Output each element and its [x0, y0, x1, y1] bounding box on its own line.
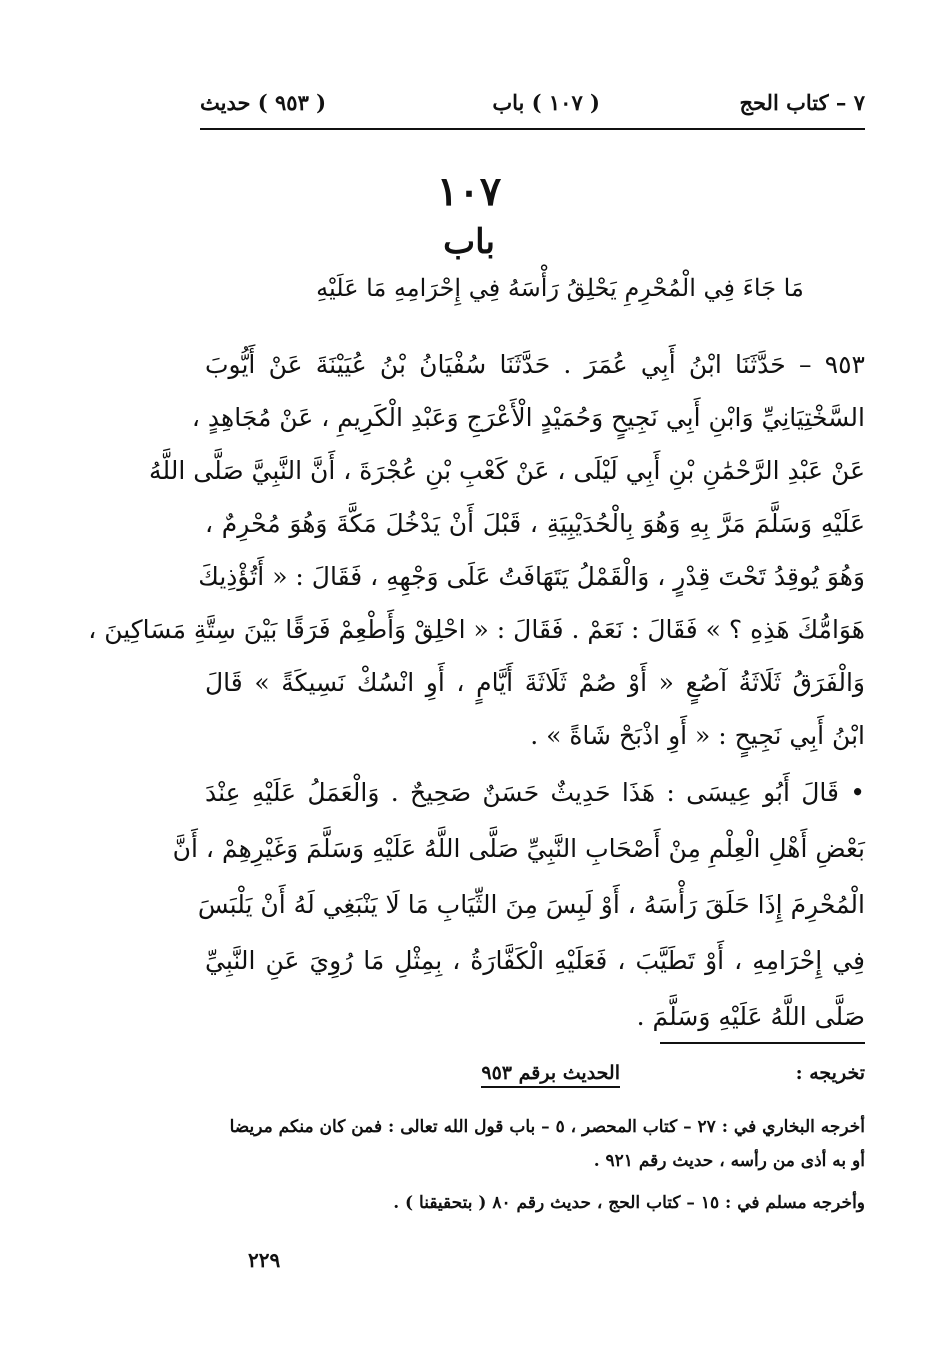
hadith-line: وَالْفَرَقُ ثَلَاثَةُ آصُعٍ « أَوْ صُمْ ثَلَاثَةَ أَيَّامٍ ، أَوِ انْسُكْ نَسِيكَةً » قَالَ [205, 668, 865, 697]
hadith-text [88, 338, 865, 762]
footnote-divider [660, 1042, 865, 1044]
header-divider [200, 128, 865, 130]
header-chapter-ref: ( ١٠٧ ) باب [492, 90, 600, 115]
header-hadith-ref: ( ٩٥٣ ) حديث [200, 90, 327, 115]
commentary-line: الْمُحْرِمَ إِذَا حَلَقَ رَأْسَهُ ، أَوْ لَبِسَ مِنَ الثِّيَابِ مَا لَا يَنْبَغِي لَهُ أَنْ يَلْبَسَ [197, 890, 865, 919]
running-header [200, 88, 865, 124]
commentary-line: صَلَّى اللَّهُ عَلَيْهِ وَسَلَّمَ . [636, 1002, 865, 1031]
footnote-line: أخرجه البخاري في : ٢٧ – كتاب المحصر ، ٥ – باب قول الله تعالى : فمن كان منكم مريضا [229, 1117, 865, 1137]
takhrij-hadith-ref: الحديث برقم ٩٥٣ [481, 1062, 620, 1088]
hadith-line: ٩٥٣ – حَدَّثَنَا ابْنُ أَبِي عُمَرَ . حَدَّثَنَا سُفْيَانُ بْنُ عُيَيْنَةَ عَنْ أَيُّوبَ [205, 350, 865, 379]
footnote-line: أو به أذى من رأسه ، حديث رقم ٩٢١ . [593, 1151, 865, 1171]
commentary-line: فِي إِحْرَامِهِ ، أَوْ تَطَيَّبَ ، فَعَلَيْهِ الْكَفَّارَةُ ، بِمِثْلِ مَا رُوِيَ عَنِ النَّبِيِّ [205, 946, 865, 975]
chapter-title: مَا جَاءَ فِي الْمُحْرِمِ يَحْلِقُ رَأْسَهُ فِي إِحْرَامِهِ مَا عَلَيْهِ [316, 274, 804, 302]
chapter-heading: باب [443, 222, 495, 262]
takhrij-heading [200, 1062, 865, 1092]
commentary-line: بَعْضِ أَهْلِ الْعِلْمِ مِنْ أَصْحَابِ النَّبِيِّ صَلَّى اللَّهُ عَلَيْهِ وَسَلَّمَ وَغَيْرِهِمْ ، أَنَّ [172, 834, 865, 863]
footnotes [200, 1110, 865, 1220]
hadith-line: السَّخْتِيَانِيِّ وَابْنِ أَبِي نَجِيحٍ وَحُمَيْدٍ الْأَعْرَجِ وَعَبْدِ الْكَرِيمِ ، عَنْ مُجَاهِدٍ ، [191, 403, 865, 432]
hadith-line: هَوَامُّكَ هَذِهِ ؟ » فَقَالَ : نَعَمْ . فَقَالَ : « احْلِقْ وَأَطْعِمْ فَرَقًا بَيْنَ سِتَّةِ مَسَاكِينَ ، [88, 615, 865, 644]
commentary-line: • قَالَ أَبُو عِيسَى : هَذَا حَدِيثٌ حَسَنٌ صَحِيحٌ . وَالْعَمَلُ عَلَيْهِ عِنْدَ [205, 778, 865, 807]
commentary-text [172, 765, 865, 1045]
hadith-line: وَهُوَ يُوقِدُ تَحْتَ قِدْرٍ ، وَالْقَمْلُ يَتَهَافَتُ عَلَى وَجْهِهِ ، فَقَالَ : « أَتُؤْذِيكَ [198, 562, 865, 591]
hadith-line: عَنْ عَبْدِ الرَّحْمَٰنِ بْنِ أَبِي لَيْلَى ، عَنْ كَعْبِ بْنِ عُجْرَةَ ، أَنَّ النَّبِيَّ صَلَّى اللَّهُ [149, 456, 865, 485]
header-book-title: ٧ – كتاب الحج [739, 90, 865, 115]
footnote-line: وأخرجه مسلم في : ١٥ – كتاب الحج ، حديث رقم ٨٠ ( بتحقيقنا ) . [393, 1193, 865, 1213]
hadith-line: عَلَيْهِ وَسَلَّمَ مَرَّ بِهِ وَهُوَ بِالْحُدَيْبِيَةِ ، قَبْلَ أَنْ يَدْخُلَ مَكَّةَ وَهُوَ مُحْرِمٌ ، [205, 509, 865, 538]
page-number: ٢٢٩ [248, 1248, 281, 1272]
chapter-number: ١٠٧ [436, 168, 502, 215]
hadith-line: ابْنُ أَبِي نَجِيحٍ : « أَوِ اذْبَحْ شَاةً » . [530, 721, 865, 750]
takhrij-label: تخريجه : [795, 1062, 865, 1084]
